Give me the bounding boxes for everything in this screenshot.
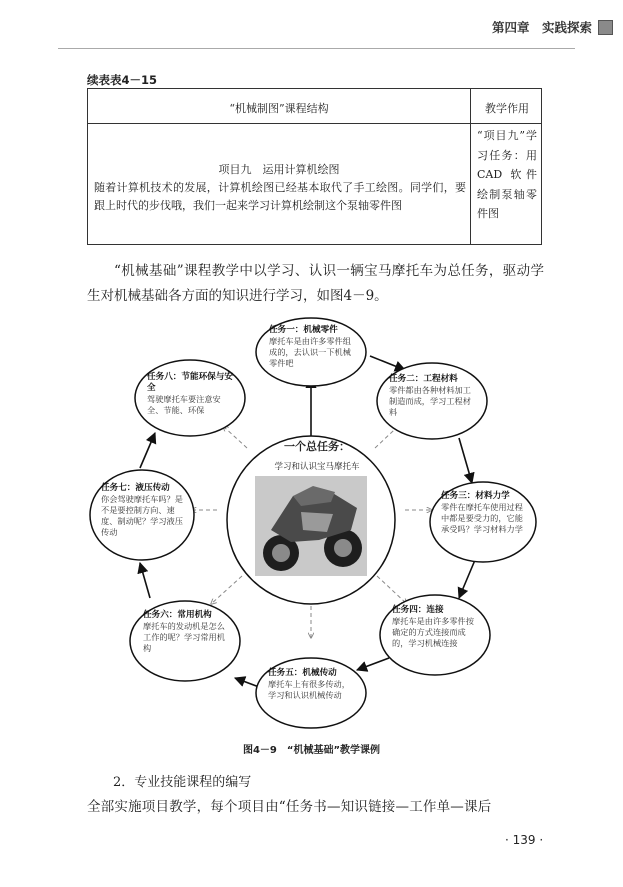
task-8-node <box>147 372 233 416</box>
spoke-8 <box>223 426 247 448</box>
table-header-structure: “机械制图”课程结构 <box>229 102 329 115</box>
teaching-role-cell: “项目九”学习任务：用 CAD 软件绘制泵轴零件图 <box>477 129 537 220</box>
task-title: 任务三：材料力学 <box>441 491 510 501</box>
header-square-icon <box>598 20 613 35</box>
task-body: 驾驶摩托车要注意安全、节能、环保 <box>147 394 221 415</box>
task-body: 你会驾驶摩托车吗？是不是要控制方向、速度、制动呢？学习液压传动 <box>101 494 183 537</box>
task-3-node <box>441 491 527 535</box>
task-7-node <box>101 483 183 538</box>
task-body: 摩托车的发动机是怎么工作的呢？学习常用机构 <box>143 621 225 653</box>
header-rule <box>58 48 575 49</box>
page-number: · 139 · <box>505 833 544 847</box>
task-body: 摩托车是由许多零件组成的，去认识一下机械零件吧 <box>269 336 351 368</box>
task-body: 摩托车上有很多传动，学习和认识机械传动 <box>268 679 350 700</box>
task-5-node <box>268 668 354 701</box>
body-paragraph-2: 全部实施项目教学，每个项目由“任务书—知识链接—工作单—课后 <box>87 799 492 815</box>
task-body: 摩托车是由许多零件按确定的方式连接而成的，学习机械连接 <box>392 616 474 648</box>
spoke-4 <box>377 576 407 604</box>
task-title: 任务一：机械零件 <box>269 325 338 335</box>
course-structure-table <box>87 88 542 245</box>
figure-caption: 图4－9 “机械基础”教学课例 <box>242 745 381 756</box>
body-paragraph-1: “机械基础”课程教学中以学习、认识一辆宝马摩托车为总任务，驱动学生对机械基础各方面的知识进行学习，如图4－9。 <box>87 263 544 304</box>
task-1-node <box>269 325 355 369</box>
task-body: 零件在摩托车使用过程中都是要受力的，它能承受吗？学习材料力学 <box>441 502 523 534</box>
table-divider-horizontal <box>88 123 541 124</box>
task-4-node <box>392 605 478 649</box>
task-title: 任务七：液压传动 <box>101 483 170 493</box>
center-task-subtitle: 学习和认识宝马摩托车 <box>274 462 360 472</box>
arrow-1-to-2 <box>370 356 405 370</box>
task-body: 零件都由各种材料加工制造而成，学习工程材料 <box>389 385 471 417</box>
task-2-node <box>389 374 475 418</box>
task-6-node <box>143 610 229 654</box>
arrow-4-to-5 <box>357 658 389 670</box>
arrow-6-to-7 <box>140 563 150 598</box>
task-title: 任务四：连接 <box>392 605 444 615</box>
section-heading: 2．专业技能课程的编写 <box>113 775 252 790</box>
table-continued-label: 续表表4－15 <box>87 73 158 87</box>
project-description: 随着计算机技术的发展，计算机绘图已经基本取代了手工绘图。同学们，要跟上时代的步伐哦，我们一起来学习计算机绘制这个泵轴零件图 <box>94 181 466 212</box>
task-title: 任务五：机械传动 <box>268 668 337 678</box>
table-header-role: 教学作用 <box>485 102 529 115</box>
arrow-7-to-8 <box>140 433 155 468</box>
task-title: 任务二：工程材料 <box>389 374 458 384</box>
running-header <box>492 18 613 36</box>
arrow-3-to-4 <box>459 560 475 598</box>
chapter-title: 第四章 实践探索 <box>491 20 592 35</box>
center-task-title: 一个总任务： <box>284 440 350 453</box>
project-title: 项目九 运用计算机绘图 <box>218 163 340 176</box>
spoke-6 <box>211 576 242 604</box>
task-title: 任务八：节能环保与安全 <box>147 372 233 393</box>
arrow-2-to-3 <box>459 438 472 483</box>
motorcycle-photo <box>255 476 367 576</box>
task-title: 任务六：常用机构 <box>143 610 212 620</box>
task-cycle-diagram <box>87 308 544 730</box>
